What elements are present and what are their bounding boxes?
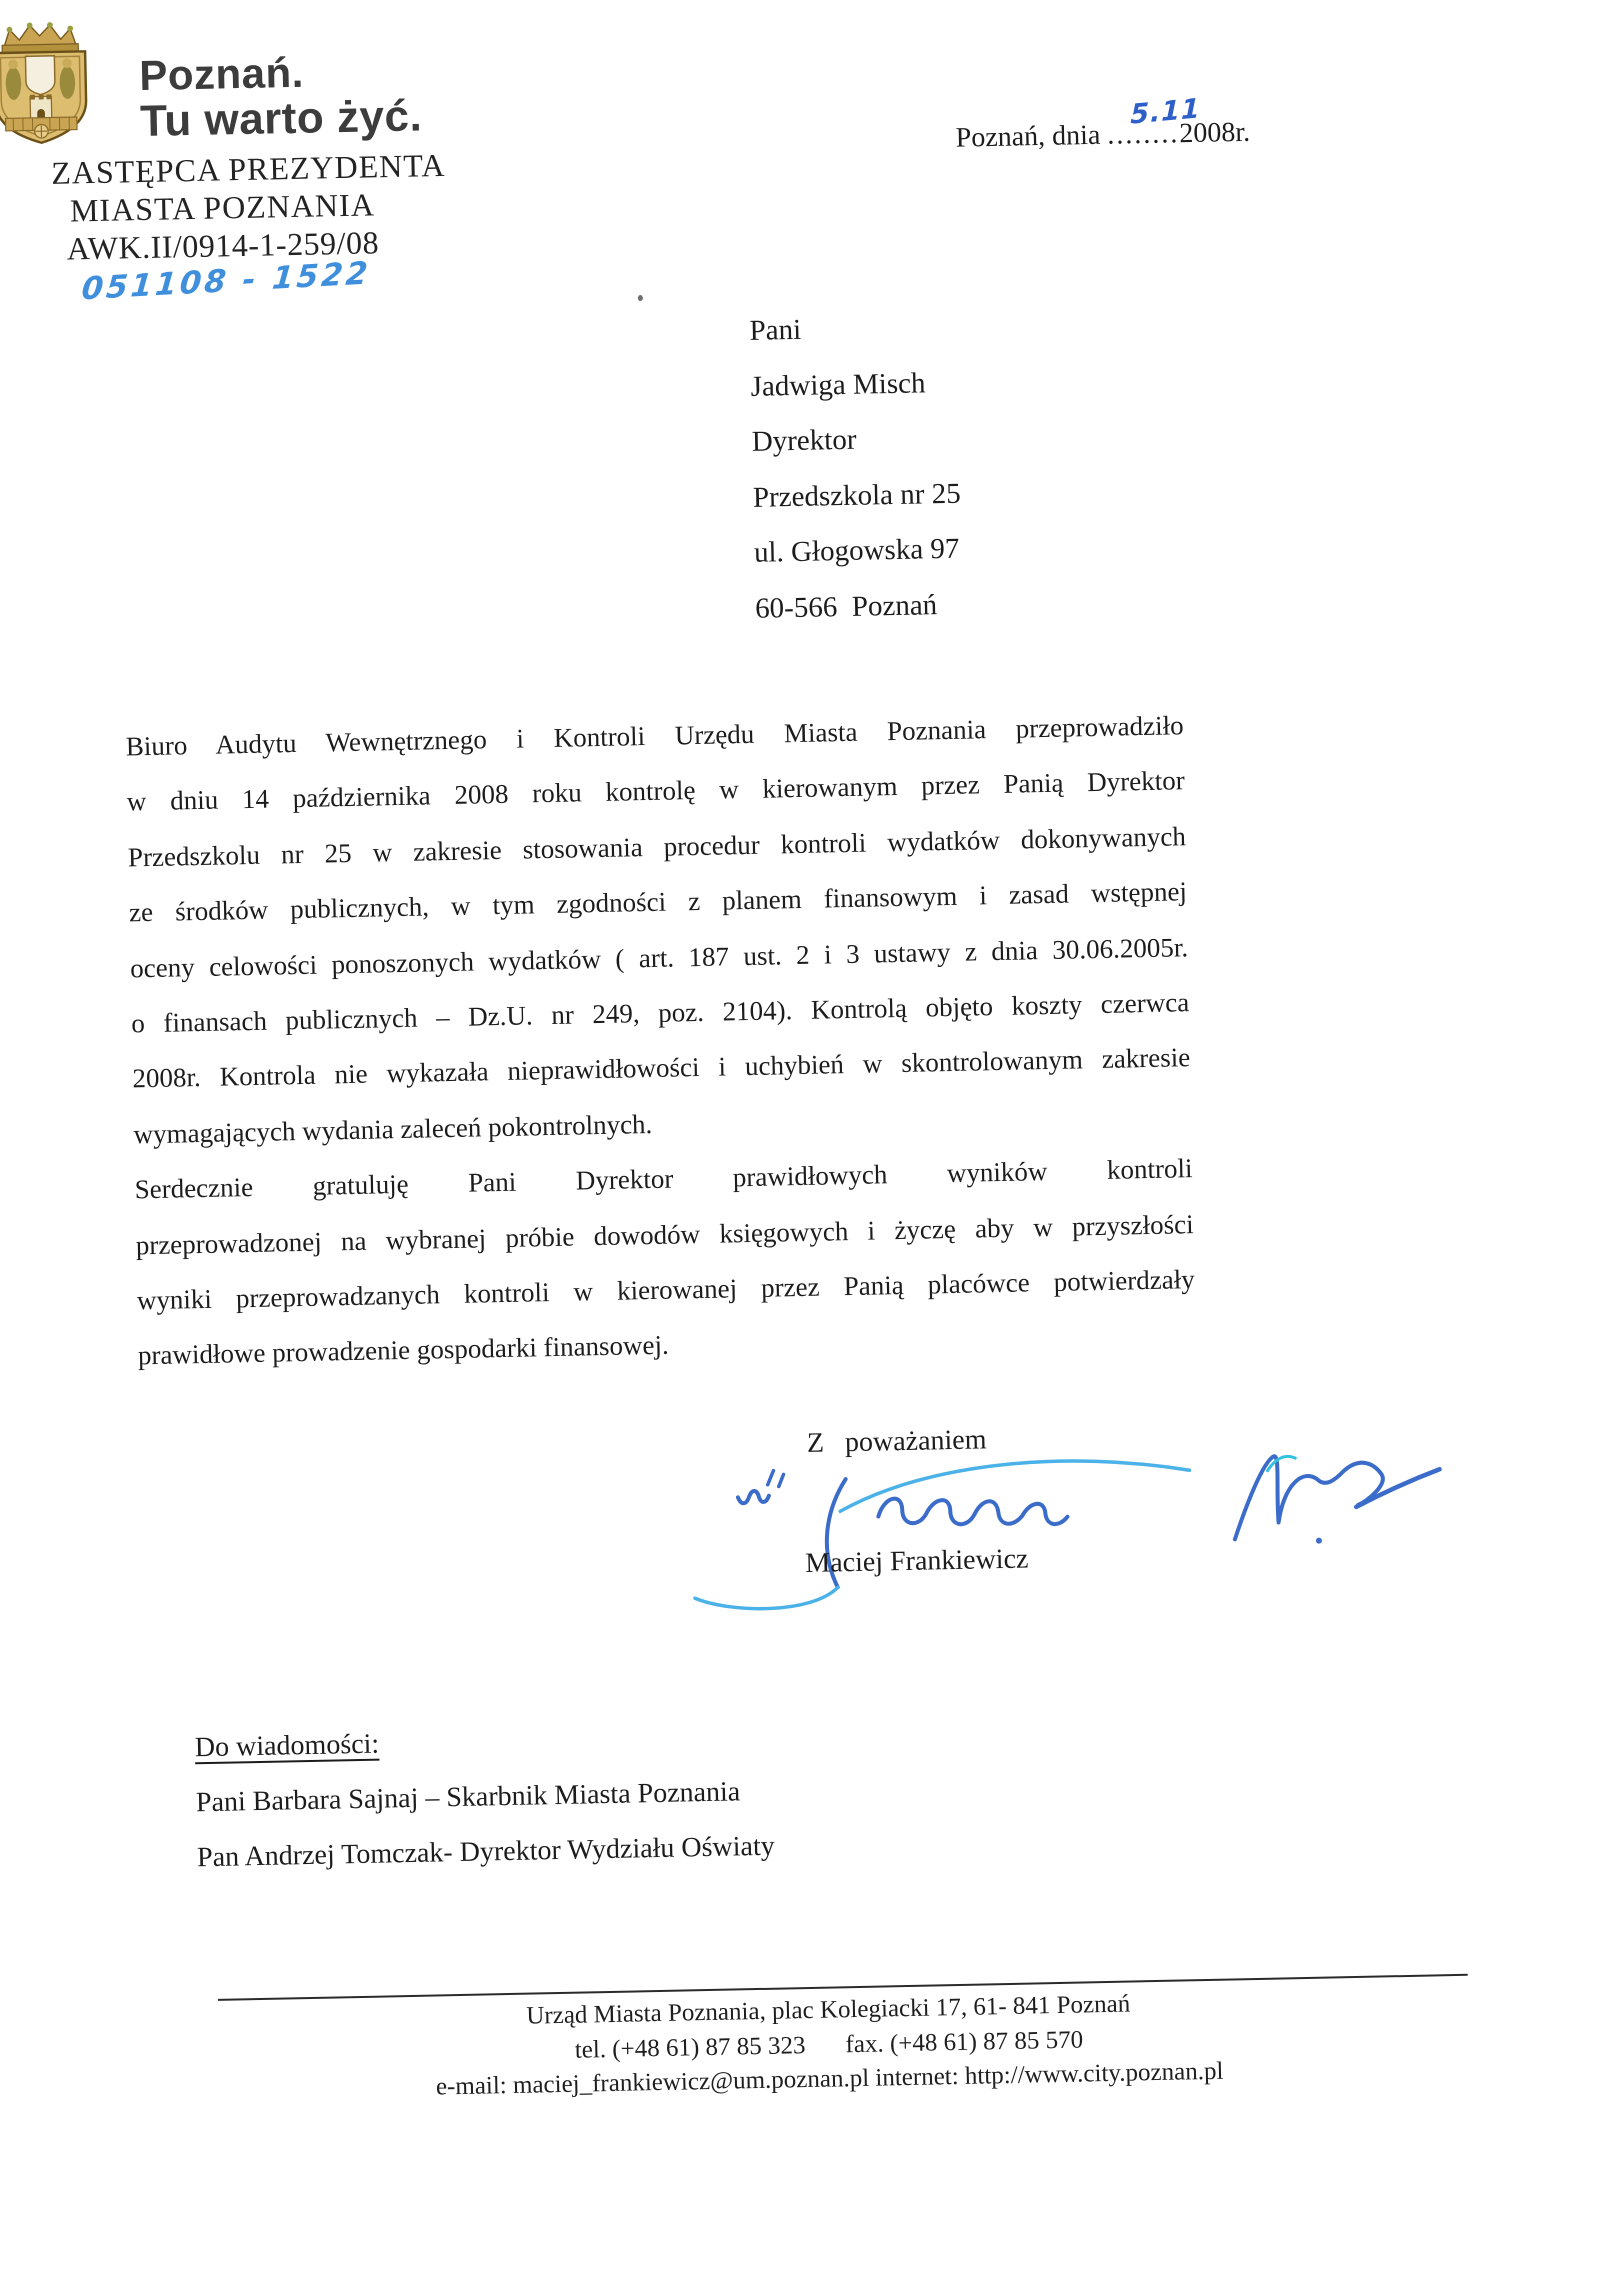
city-brand-line1: Poznań.: [138, 48, 305, 100]
office-title-line2: MIASTA POZNANIA: [69, 186, 376, 229]
signer-name: Maciej Frankiewicz: [804, 1543, 1029, 1579]
recipient-line: Przedszkola nr 25: [752, 477, 961, 514]
body-line: Przedszkolu nr 25 w zakresie stosowania procedur kontroli wydatków dokonywanych: [127, 820, 1187, 873]
cc-line: Pani Barbara Sajnaj – Skarbnik Miasta Poznania: [195, 1776, 741, 1819]
body-line: oceny celowości ponoszonych wydatków ( art. 187 ust. 2 i 3 ustawy z dnia 30.06.2005r.: [129, 931, 1189, 983]
date-year: 2008r.: [1179, 116, 1251, 150]
closing-phrase: Z poważaniem: [806, 1424, 987, 1459]
date-line: [955, 117, 1250, 155]
handwritten-filing-note: 051108 - 1522: [80, 255, 372, 308]
date-dots: ........: [1107, 118, 1180, 151]
footer-address: Urząd Miasta Poznania, plac Kolegiacki 17, 61- 841 Poznań: [526, 1990, 1131, 2030]
signature-flourish-stroke: [1233, 1454, 1384, 1539]
footer-email-internet: e-mail: maciej_frankiewicz@um.poznan.pl internet: http://www.city.poznan.pl: [435, 2057, 1224, 2101]
footer-tel: tel. (+48 61) 87 85 323: [574, 2031, 806, 2064]
paragraph-1: [125, 698, 1192, 1162]
cc-heading: Do wiadomości:: [194, 1728, 380, 1764]
recipient-line: Dyrektor: [751, 423, 857, 458]
body-line: wyniki przeprowadzanych kontroli w kierowanej przez Panią placówce potwierdzały: [136, 1264, 1195, 1316]
body-line: przeprowadzonej na wybranej próbie dowodów księgowych i życzę aby w przyszłości: [135, 1208, 1194, 1260]
signature-middle-stroke: [878, 1495, 1068, 1527]
body-line: Biuro Audytu Wewnętrznego i Kontroli Urzędu Miasta Poznania przeprowadziło: [125, 710, 1184, 762]
body-line: w dniu 14 października 2008 roku kontrolę w kierowanym przez Panią Dyrektor: [126, 765, 1185, 817]
cc-list: [195, 1764, 775, 1886]
letter-body: [125, 698, 1196, 1384]
paragraph-2: [134, 1141, 1196, 1384]
body-line: wymagających wydania zaleceń pokontrolnych.: [133, 1108, 653, 1150]
body-line: prawidłowe prowadzenie gospodarki finansowej.: [137, 1329, 670, 1371]
recipient-line: Pani: [749, 313, 802, 347]
date-prefix: Poznań, dnia: [955, 119, 1108, 154]
handwritten-date: 5.11: [1130, 93, 1201, 131]
cc-block: [194, 1709, 775, 1886]
office-title-line1: ZASTĘPCA PREZYDENTA: [50, 146, 446, 191]
scan-speck: [638, 295, 643, 301]
body-line: o finansach publicznych – Dz.U. nr 249, poz. 2104). Kontrolą objęto koszty czerwca: [131, 987, 1190, 1039]
body-line: 2008r. Kontrola nie wykazała nieprawidłowości i uchybień w skontrolowanym zakresie: [132, 1042, 1191, 1094]
footer-block: [203, 1981, 1455, 2110]
body-line: Serdecznie gratuluję Pani Dyrektor prawidłowych wyników kontroli: [134, 1153, 1193, 1205]
footer-fax: fax. (+48 61) 87 85 570: [845, 2026, 1084, 2058]
recipient-line: 60-566 Poznań: [754, 588, 938, 625]
handwritten-signature: [667, 1425, 1450, 1621]
recipient-block: [749, 300, 963, 637]
body-line: ze środków publicznych, w tym zgodności z planem finansowym i zasad wstępnej: [128, 876, 1188, 928]
city-brand-line2: Tu warto żyć.: [139, 91, 423, 147]
city-brand: [139, 47, 423, 145]
signature-wz-mark: [738, 1491, 769, 1504]
poznan-coat-of-arms-logo: [0, 16, 95, 150]
reference-number: AWK.II/0914-1-259/08: [66, 224, 380, 267]
recipient-line: Jadwiga Misch: [750, 366, 926, 403]
recipient-line: ul. Głogowska 97: [753, 532, 960, 569]
cc-line: Pan Andrzej Tomczak- Dyrektor Wydziału Oświaty: [196, 1830, 776, 1874]
